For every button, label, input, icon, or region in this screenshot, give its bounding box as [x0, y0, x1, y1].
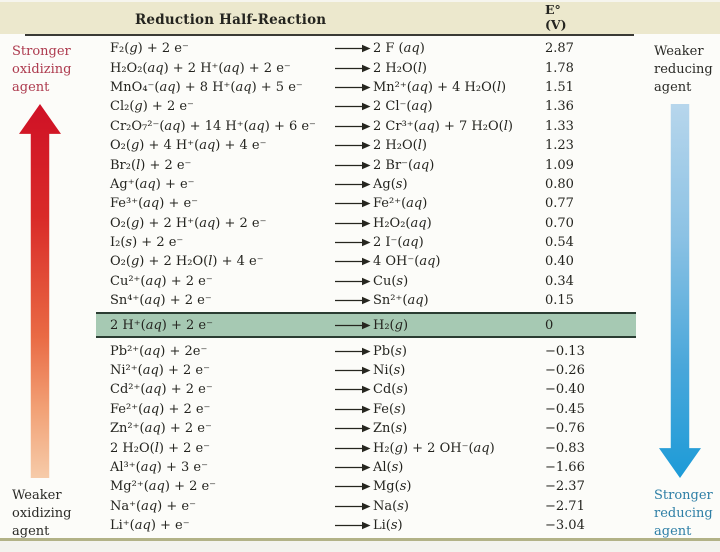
potential-value: −0.76: [545, 421, 585, 437]
potential-value: 0.40: [545, 254, 574, 270]
product: 4 OH⁻(aq): [373, 254, 441, 270]
product: Zn(s): [373, 421, 408, 437]
product: Al(s): [373, 460, 404, 475]
product: 2 Br⁻(aq): [373, 157, 435, 173]
product: Ni(s): [373, 363, 406, 379]
product: 2 I⁻(aq): [373, 235, 424, 251]
table-row: [110, 419, 636, 438]
table-row: [110, 252, 636, 271]
reactant: Li⁺(aq) + e⁻: [110, 518, 190, 534]
reactant: Pb²⁺(aq) + 2e⁻: [110, 343, 208, 359]
reactant: H₂O₂(aq) + 2 H⁺(aq) + 2 e⁻: [110, 60, 291, 76]
reaction-table: [0, 39, 720, 535]
reactant: Na⁺(aq) + e⁻: [110, 498, 196, 514]
reactant: Fe²⁺(aq) + 2 e⁻: [110, 401, 211, 417]
product: Mn²⁺(aq) + 4 H₂O(l): [373, 79, 507, 95]
header-rule: [25, 34, 634, 36]
reaction-arrow-icon: [335, 444, 373, 453]
reaction-arrow-icon: [335, 64, 373, 73]
potential-value: 1.36: [545, 99, 574, 115]
table-row: [110, 175, 636, 194]
potential-value: −2.37: [545, 479, 585, 495]
column-header-potential: [545, 2, 567, 32]
reactant: Al³⁺(aq) + 3 e⁻: [110, 460, 208, 475]
reactant: Cu²⁺(aq) + 2 e⁻: [110, 273, 213, 289]
product: Cd(s): [373, 382, 409, 398]
table-row: [110, 58, 636, 77]
reactant: I₂(s) + 2 e⁻: [110, 235, 184, 251]
potential-value: −0.40: [545, 382, 585, 398]
product: Pb(s): [373, 343, 407, 359]
potential-symbol: E°: [545, 2, 561, 17]
product: Cu(s): [373, 273, 409, 289]
product: Na(s): [373, 498, 409, 514]
reactant: 2 H⁺(aq) + 2 e⁻: [110, 317, 213, 333]
product: Mg(s): [373, 479, 412, 495]
potential-value: 0: [545, 317, 554, 333]
potential-value: 1.23: [545, 138, 574, 154]
table-row: [110, 497, 636, 516]
table-row: [110, 380, 636, 399]
potential-value: 1.51: [545, 79, 574, 95]
table-row: [110, 194, 636, 213]
table-row: [110, 291, 636, 310]
header-band: [0, 2, 720, 34]
product: Sn²⁺(aq): [373, 293, 429, 309]
reactant: Mg²⁺(aq) + 2 e⁻: [110, 479, 217, 495]
reaction-arrow-icon: [335, 102, 373, 111]
potential-value: 0.80: [545, 176, 574, 192]
reaction-arrow-icon: [335, 277, 373, 286]
product: H₂(g): [373, 317, 409, 333]
table-row: [110, 155, 636, 174]
potential-value: 1.09: [545, 157, 574, 173]
reaction-arrow-icon: [335, 502, 373, 511]
potential-value: 0.34: [545, 273, 574, 289]
table-row: [110, 39, 636, 58]
reaction-arrow-icon: [335, 347, 373, 356]
table-row: [110, 117, 636, 136]
weaker-reducing-agent-label: Weaker reducing agent: [654, 44, 713, 95]
potential-value: 0.70: [545, 215, 574, 231]
product: H₂O₂(aq): [373, 215, 432, 231]
table-row: [110, 136, 636, 155]
reactant: Br₂(l) + 2 e⁻: [110, 157, 192, 173]
reaction-arrow-icon: [335, 161, 373, 170]
potential-value: −0.26: [545, 363, 585, 379]
reactant: Cl₂(g) + 2 e⁻: [110, 99, 194, 115]
table-row: [110, 233, 636, 252]
reactant: F₂(g) + 2 e⁻: [110, 41, 189, 57]
table-row: [110, 97, 636, 116]
table-row: [110, 361, 636, 380]
product: Fe²⁺(aq): [373, 196, 428, 212]
reactant: Ni²⁺(aq) + 2 e⁻: [110, 363, 210, 379]
table-row: [110, 341, 636, 360]
potential-value: 0.54: [545, 235, 574, 251]
potential-value: −2.71: [545, 498, 585, 514]
reaction-arrow-icon: [335, 521, 373, 530]
product: 2 H₂O(l): [373, 60, 427, 76]
product: Ag(s): [373, 176, 408, 192]
product: H₂(g) + 2 OH⁻(aq): [373, 440, 495, 456]
reactant: Ag⁺(aq) + e⁻: [110, 176, 195, 192]
reaction-arrow-icon: [335, 405, 373, 414]
product: Li(s): [373, 518, 403, 534]
potential-value: −3.04: [545, 518, 585, 534]
reaction-arrow-icon: [335, 296, 373, 305]
reaction-arrow-icon: [335, 482, 373, 491]
potential-value: −0.83: [545, 440, 585, 456]
reactant: O₂(g) + 2 H₂O(l) + 4 e⁻: [110, 254, 264, 270]
reaction-arrow-icon: [335, 180, 373, 189]
reaction-arrow-icon: [335, 199, 373, 208]
potential-value: 2.87: [545, 41, 574, 57]
potential-value: 1.78: [545, 60, 574, 76]
product: Fe(s): [373, 401, 406, 417]
reaction-arrow-icon: [335, 122, 373, 131]
potential-value: −0.45: [545, 401, 585, 417]
reactant: 2 H₂O(l) + 2 e⁻: [110, 440, 211, 456]
product: 2 H₂O(l): [373, 138, 427, 154]
reaction-arrow-icon: [335, 463, 373, 472]
table-row: [110, 458, 636, 477]
potential-value: 0.77: [545, 196, 574, 212]
reaction-arrow-icon: [335, 238, 373, 247]
reaction-arrow-icon: [335, 424, 373, 433]
stronger-reducing-agent-label: Stronger reducing agent: [654, 488, 713, 539]
reaction-arrow-icon: [335, 366, 373, 375]
reaction-arrow-icon: [335, 83, 373, 92]
reaction-arrow-icon: [335, 257, 373, 266]
table-row: [110, 272, 636, 291]
stronger-oxidizing-agent-label: Stronger oxidizing agent: [12, 44, 72, 95]
table-row: [110, 516, 636, 535]
reaction-arrow-icon: [335, 385, 373, 394]
product: 2 Cr³⁺(aq) + 7 H₂O(l): [373, 118, 513, 134]
table-row: [96, 312, 636, 338]
bottom-strip: [0, 541, 720, 552]
potential-value: −1.66: [545, 460, 585, 475]
reactant: Zn²⁺(aq) + 2 e⁻: [110, 421, 212, 437]
table-row: [110, 400, 636, 419]
reaction-arrow-icon: [335, 219, 373, 228]
reactant: MnO₄⁻(aq) + 8 H⁺(aq) + 5 e⁻: [110, 79, 303, 95]
potential-unit: (V): [545, 17, 567, 32]
reactant: O₂(g) + 2 H⁺(aq) + 2 e⁻: [110, 215, 267, 231]
potential-value: −0.13: [545, 343, 585, 359]
potential-value: 0.15: [545, 293, 574, 309]
table-row: [110, 78, 636, 97]
table-row: [110, 477, 636, 496]
reaction-arrow-icon: [335, 44, 373, 53]
potential-value: 1.33: [545, 118, 574, 134]
reactant: Cr₂O₇²⁻(aq) + 14 H⁺(aq) + 6 e⁻: [110, 118, 316, 134]
product: 2 Cl⁻(aq): [373, 99, 433, 115]
reactant: O₂(g) + 4 H⁺(aq) + 4 e⁻: [110, 138, 267, 154]
reactant: Cd²⁺(aq) + 2 e⁻: [110, 382, 213, 398]
column-header-reaction: Reduction Half-Reaction: [135, 12, 327, 28]
table-row: [110, 214, 636, 233]
weaker-oxidizing-agent-label: Weaker oxidizing agent: [12, 488, 72, 539]
table-row: [110, 438, 636, 457]
reactant: Fe³⁺(aq) + e⁻: [110, 196, 199, 212]
reaction-arrow-icon: [335, 141, 373, 150]
reactant: Sn⁴⁺(aq) + 2 e⁻: [110, 293, 212, 309]
reaction-arrow-icon: [335, 321, 373, 330]
product: 2 F (aq): [373, 41, 425, 57]
